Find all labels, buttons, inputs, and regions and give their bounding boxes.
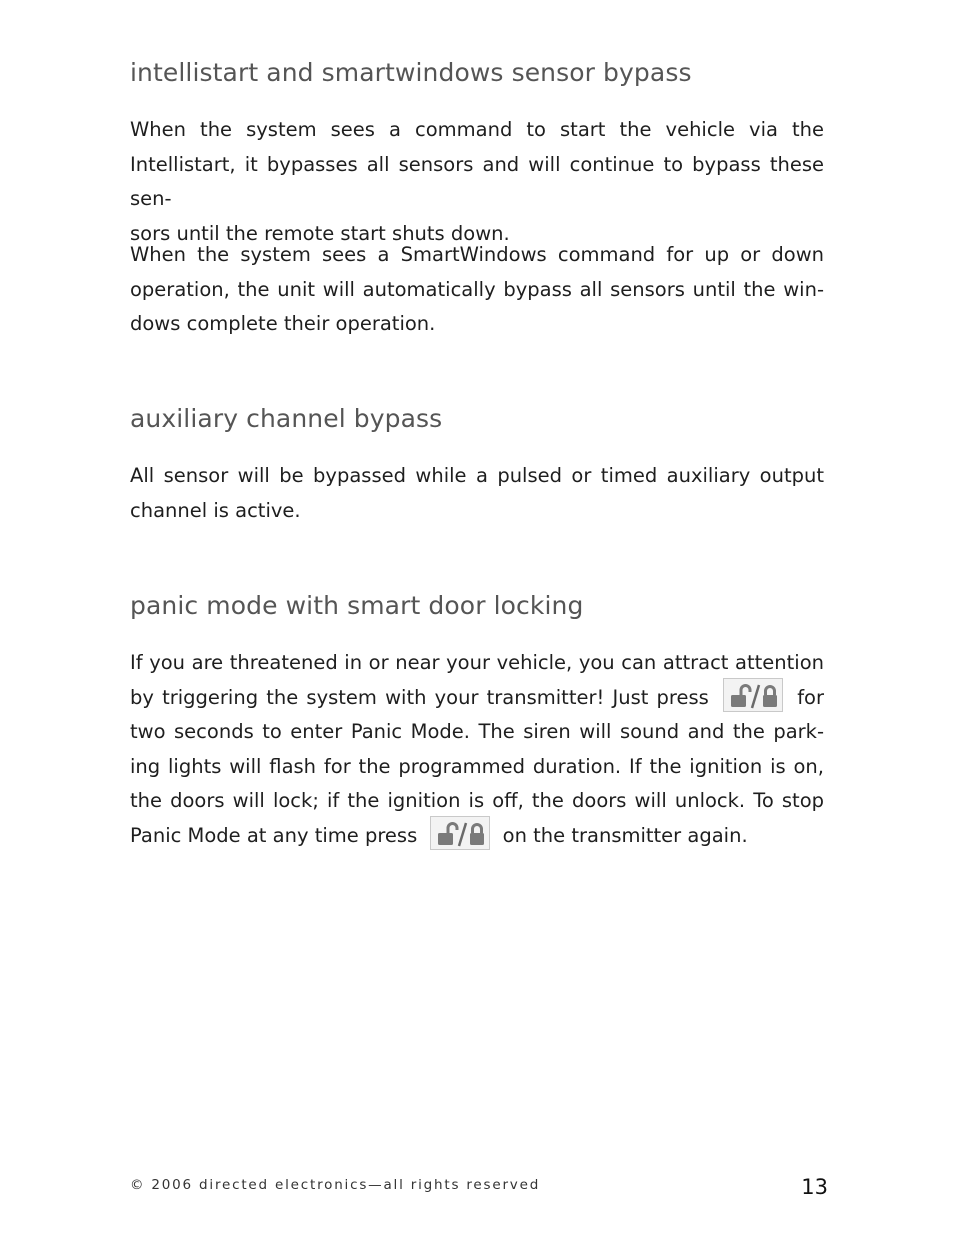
paragraph-smartwindows (130, 238, 824, 342)
text-line: the doors will lock; if the ignition is off, the doors will unlock. To stop (130, 789, 824, 812)
paragraph-intellistart (130, 113, 824, 251)
text-line-with-button (130, 819, 824, 854)
lock-unlock-icon (435, 819, 487, 849)
text-line: two seconds to enter Panic Mode. The siren will sound and the park- (130, 720, 824, 743)
section-title-panic-mode: panic mode with smart door locking (130, 591, 584, 620)
text-segment: on the transmitter again. (502, 823, 748, 847)
text-segment: by triggering the system with your transmitter! Just press (130, 685, 709, 709)
text-line: operation, the unit will automatically bypass all sensors until the win- (130, 277, 824, 301)
text-line: channel is active. (130, 498, 301, 522)
section-title-intellistart: intellistart and smartwindows sensor bypass (130, 58, 692, 87)
text-line: sors until the remote start shuts down. (130, 221, 510, 245)
paragraph-panic-mode (130, 646, 824, 853)
text-line: ing lights will flash for the programmed duration. If the ignition is on, (130, 754, 824, 778)
lock-unlock-button-icon (723, 678, 783, 712)
text-line: If you are threatened in or near your vehicle, you can attract attention (130, 651, 824, 674)
section-title-auxiliary: auxiliary channel bypass (130, 404, 443, 433)
text-line: All sensor will be bypassed while a pulsed or timed auxiliary output (130, 464, 824, 487)
lock-unlock-button-icon (430, 816, 490, 850)
text-segment: Panic Mode at any time press (130, 823, 418, 847)
footer-copyright: © 2006 directed electronics—all rights reserved (130, 1177, 541, 1193)
paragraph-auxiliary (130, 459, 824, 528)
text-line-with-button (130, 681, 824, 716)
text-line: When the system sees a command to start the vehicle via the (130, 118, 824, 141)
text-line: Intellistart, it bypasses all sensors and will continue to bypass these sen- (130, 152, 824, 210)
text-line: dows complete their operation. (130, 312, 436, 335)
text-segment: for (797, 685, 824, 709)
page-number: 13 (801, 1175, 828, 1199)
text-line: When the system sees a SmartWindows command for up or down (130, 243, 824, 266)
lock-unlock-icon (728, 681, 780, 711)
